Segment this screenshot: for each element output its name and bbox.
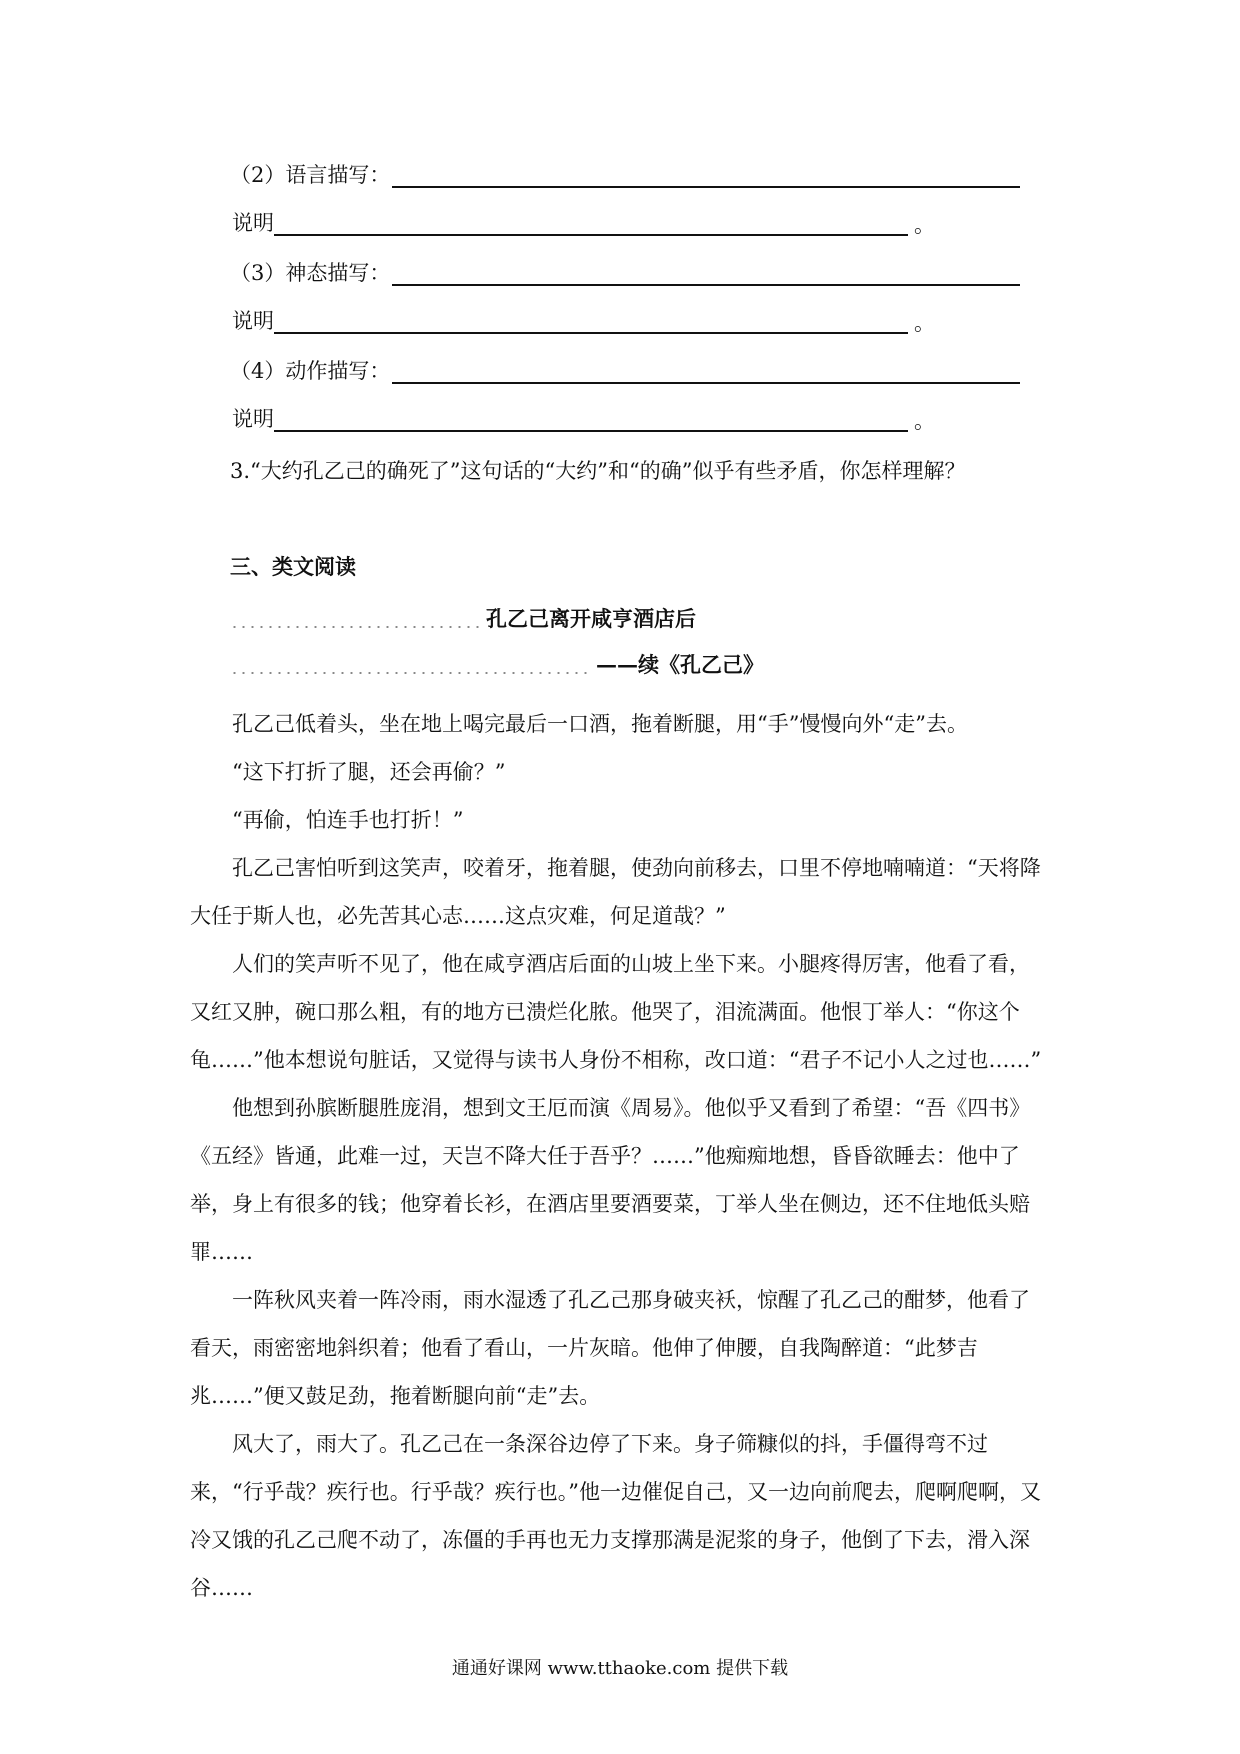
period-mark: 。 — [914, 409, 935, 433]
story-paragraph: 风大了，雨大了。孔乙己在一条深谷边停了下来。身子筛糠似的抖，手僵得弯不过来，“行乎哉？疾行也。行乎哉？疾行也。”他一边催促自己，又一边向前爬去，爬啊爬啊，又冷又饿的孔乙己爬不动了，冻僵的手再也无力支撑那满是泥浆的身子，他倒了下去，滑入深谷…… — [190, 1432, 1041, 1600]
subtitle-dotted-leader — [230, 672, 590, 674]
story-paragraph: “这下打折了腿，还会再偷？” — [232, 760, 506, 784]
story-subtitle: ——续《孔乙己》 — [596, 652, 764, 677]
explain-label: 说明 — [232, 309, 274, 333]
question-understanding: 3.“大约孔乙己的确死了”这句话的“大约”和“的确”似乎有些矛盾，你怎样理解？ — [230, 459, 966, 483]
explain-label: 说明 — [232, 407, 274, 431]
answer-line-q4[interactable] — [392, 382, 1020, 384]
story-paragraph: 一阵秋风夹着一阵冷雨，雨水湿透了孔乙己那身破夹袄，惊醒了孔乙己的酣梦，他看了看天，雨密密地斜织着；他看了看山，一片灰暗。他伸了伸腰，自我陶醉道：“此梦吉兆……”便又鼓足劲，拖着断腿向前“走”去。 — [190, 1288, 1030, 1408]
answer-line-q2[interactable] — [392, 186, 1020, 188]
story-paragraph: “再偷，怕连手也打折！” — [232, 808, 464, 832]
section-heading: 三、类文阅读 — [230, 554, 356, 579]
period-mark: 。 — [914, 311, 935, 335]
story-paragraph: 孔乙己害怕听到这笑声，咬着牙，拖着腿，使劲向前移去，口里不停地喃喃道：“天将降大任于斯人也，必先苦其心志……这点灾难，何足道哉？” — [190, 856, 1041, 928]
story-title: 孔乙己离开咸亨酒店后 — [486, 606, 696, 631]
question-2-label: （2）语言描写： — [230, 163, 391, 187]
explain-line-q3[interactable] — [274, 332, 908, 334]
story-paragraph: 他想到孙膑断腿胜庞涓，想到文王厄而演《周易》。他似乎又看到了希望：“吾《四书》《五经》皆通，此难一过，天岂不降大任于吾乎？……”他痴痴地想，昏昏欲睡去：他中了举，身上有很多的钱；他穿着长衫，在酒店里要酒要菜，丁举人坐在侧边，还不住地低头赔罪…… — [190, 1096, 1031, 1264]
story-paragraph: 人们的笑声听不见了，他在咸亨酒店后面的山坡上坐下来。小腿疼得厉害，他看了看，又红又肿，碗口那么粗，有的地方已溃烂化脓。他哭了，泪流满面。他恨丁举人：“你这个龟……”他本想说句脏话，又觉得与读书人身份不相称，改口道：“君子不记小人之过也……” — [190, 952, 1042, 1072]
period-mark: 。 — [914, 213, 935, 237]
answer-line-q3[interactable] — [392, 284, 1020, 286]
explain-line-q4[interactable] — [274, 430, 908, 432]
page-footer: 通通好课网 www.tthaoke.com 提供下载 — [451, 1658, 789, 1679]
question-3-label: （3）神态描写： — [230, 261, 391, 285]
story-body — [190, 700, 1050, 1612]
explain-line-q2[interactable] — [274, 234, 908, 236]
title-dotted-leader — [230, 626, 480, 628]
question-4-label: （4）动作描写： — [230, 359, 391, 383]
story-paragraph: 孔乙己低着头，坐在地上喝完最后一口酒，拖着断腿，用“手”慢慢向外“走”去。 — [232, 712, 968, 736]
explain-label: 说明 — [232, 211, 274, 235]
